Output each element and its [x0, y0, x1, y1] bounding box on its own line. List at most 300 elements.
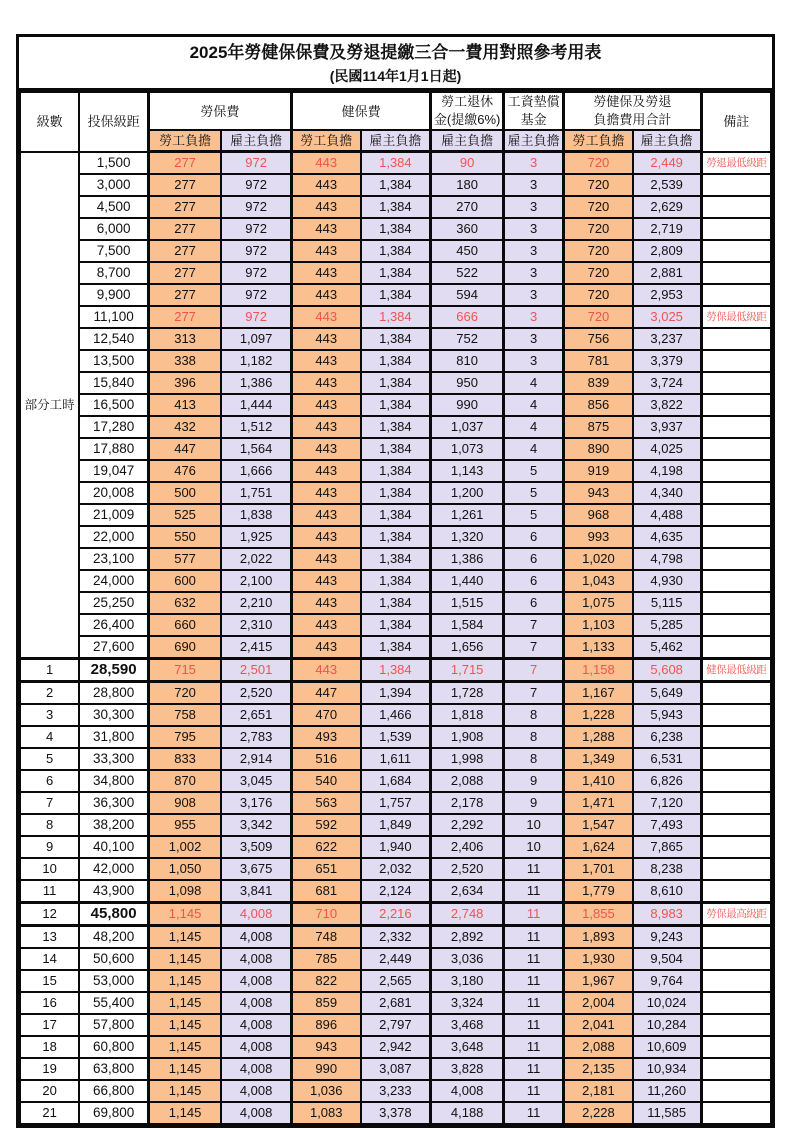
total-employee-cell: 1,967: [564, 970, 633, 992]
labor-employer-cell: 2,520: [221, 682, 291, 705]
fund-employer-cell: 11: [504, 970, 564, 992]
header-bracket: 投保級距: [79, 92, 148, 152]
remark-cell: [701, 770, 771, 792]
level-cell: 14: [20, 948, 79, 970]
table-row: [20, 1058, 771, 1080]
remark-cell: [701, 682, 771, 705]
table-row: [20, 682, 771, 705]
labor-employee-cell: 720: [148, 682, 221, 705]
remark-cell: [701, 858, 771, 880]
table-row: [20, 636, 771, 659]
health-employer-cell: 2,565: [361, 970, 431, 992]
table-row: [20, 526, 771, 548]
bracket-cell: 27,600: [79, 636, 148, 659]
bracket-cell: 28,590: [79, 659, 148, 682]
bracket-cell: 1,500: [79, 152, 148, 175]
level-cell: 11: [20, 880, 79, 903]
level-cell: 7: [20, 792, 79, 814]
health-employer-cell: 2,332: [361, 926, 431, 949]
pension-employer-cell: 3,828: [431, 1058, 504, 1080]
level-cell: 8: [20, 814, 79, 836]
labor-employer-cell: 3,675: [221, 858, 291, 880]
health-employee-cell: 748: [291, 926, 360, 949]
remark-cell: [701, 482, 771, 504]
labor-employee-cell: 500: [148, 482, 221, 504]
health-employer-cell: 1,384: [361, 394, 431, 416]
header-total-line1: 勞健保及勞退: [593, 94, 672, 109]
health-employee-cell: 990: [291, 1058, 360, 1080]
remark-cell: [701, 704, 771, 726]
table-row: [20, 903, 771, 926]
remark-cell: [701, 970, 771, 992]
table-row: [20, 880, 771, 903]
health-employer-cell: 1,684: [361, 770, 431, 792]
health-employer-cell: 1,384: [361, 196, 431, 218]
table-row: [20, 504, 771, 526]
pension-employer-cell: 2,748: [431, 903, 504, 926]
fund-employer-cell: 5: [504, 482, 564, 504]
table-row: [20, 836, 771, 858]
labor-employer-cell: 4,008: [221, 970, 291, 992]
labor-employee-cell: 277: [148, 152, 221, 175]
health-employer-cell: 1,384: [361, 636, 431, 659]
labor-employer-cell: 2,310: [221, 614, 291, 636]
bracket-cell: 36,300: [79, 792, 148, 814]
pension-employer-cell: 3,468: [431, 1014, 504, 1036]
remark-cell: [701, 880, 771, 903]
table-row: [20, 1036, 771, 1058]
health-employee-cell: 443: [291, 196, 360, 218]
level-cell: 2: [20, 682, 79, 705]
bracket-cell: 16,500: [79, 394, 148, 416]
health-employee-cell: 943: [291, 1036, 360, 1058]
pension-employer-cell: 2,088: [431, 770, 504, 792]
bracket-cell: 9,900: [79, 284, 148, 306]
health-employee-cell: 622: [291, 836, 360, 858]
bracket-cell: 21,009: [79, 504, 148, 526]
health-employee-cell: 443: [291, 306, 360, 328]
health-employee-cell: 443: [291, 284, 360, 306]
bracket-cell: 50,600: [79, 948, 148, 970]
total-employer-cell: 10,609: [633, 1036, 701, 1058]
remark-cell: [701, 240, 771, 262]
bracket-cell: 17,280: [79, 416, 148, 438]
header-level: 級數: [20, 92, 79, 152]
remark-cell: 健保最低級距: [701, 659, 771, 682]
total-employee-cell: 720: [564, 262, 633, 284]
remark-cell: [701, 814, 771, 836]
header-wage-fund-line2: 基金: [520, 112, 547, 127]
total-employer-cell: 3,724: [633, 372, 701, 394]
labor-employee-cell: 1,145: [148, 1080, 221, 1102]
total-employee-cell: 1,855: [564, 903, 633, 926]
remark-cell: [701, 526, 771, 548]
health-employer-cell: 1,384: [361, 218, 431, 240]
bracket-cell: 42,000: [79, 858, 148, 880]
labor-employee-cell: 550: [148, 526, 221, 548]
total-employer-cell: 4,340: [633, 482, 701, 504]
total-employer-cell: 3,237: [633, 328, 701, 350]
remark-cell: [701, 748, 771, 770]
fund-employer-cell: 7: [504, 614, 564, 636]
labor-employer-cell: 1,666: [221, 460, 291, 482]
labor-employee-cell: 870: [148, 770, 221, 792]
fund-employer-cell: 3: [504, 284, 564, 306]
total-employee-cell: 968: [564, 504, 633, 526]
labor-employer-cell: 3,342: [221, 814, 291, 836]
health-employer-cell: 1,384: [361, 284, 431, 306]
health-employee-cell: 443: [291, 460, 360, 482]
table-row: [20, 748, 771, 770]
remark-cell: [701, 614, 771, 636]
bracket-cell: 48,200: [79, 926, 148, 949]
table-row: [20, 1102, 771, 1124]
health-employee-cell: 443: [291, 592, 360, 614]
fund-employer-cell: 11: [504, 948, 564, 970]
bracket-cell: 55,400: [79, 992, 148, 1014]
table-row: [20, 460, 771, 482]
pension-employer-cell: 2,178: [431, 792, 504, 814]
labor-employee-cell: 277: [148, 174, 221, 196]
pension-employer-cell: 1,656: [431, 636, 504, 659]
subheader-total-employer: 雇主負擔: [633, 130, 701, 152]
level-cell: 19: [20, 1058, 79, 1080]
pension-employer-cell: 2,634: [431, 880, 504, 903]
total-employer-cell: 3,025: [633, 306, 701, 328]
page-subtitle: (民國114年1月1日起): [329, 68, 462, 84]
remark-cell: [701, 548, 771, 570]
pension-employer-cell: 3,324: [431, 992, 504, 1014]
fee-table-body: [20, 152, 771, 1125]
level-cell: 4: [20, 726, 79, 748]
labor-employer-cell: 1,564: [221, 438, 291, 460]
level-cell: 17: [20, 1014, 79, 1036]
fund-employer-cell: 6: [504, 526, 564, 548]
total-employee-cell: 756: [564, 328, 633, 350]
health-employee-cell: 443: [291, 482, 360, 504]
labor-employee-cell: 277: [148, 218, 221, 240]
level-cell: 5: [20, 748, 79, 770]
labor-employer-cell: 4,008: [221, 948, 291, 970]
pension-employer-cell: 3,180: [431, 970, 504, 992]
fund-employer-cell: 11: [504, 1014, 564, 1036]
health-employer-cell: 3,233: [361, 1080, 431, 1102]
remark-cell: [701, 1036, 771, 1058]
fund-employer-cell: 7: [504, 682, 564, 705]
bracket-cell: 38,200: [79, 814, 148, 836]
table-row: [20, 1014, 771, 1036]
table-row: [20, 1080, 771, 1102]
total-employee-cell: 1,103: [564, 614, 633, 636]
labor-employer-cell: 972: [221, 196, 291, 218]
labor-employer-cell: 1,751: [221, 482, 291, 504]
total-employer-cell: 3,379: [633, 350, 701, 372]
total-employer-cell: 4,198: [633, 460, 701, 482]
bracket-cell: 20,008: [79, 482, 148, 504]
level-cell: 1: [20, 659, 79, 682]
header-labor-insurance: 勞保費: [148, 92, 291, 130]
fund-employer-cell: 3: [504, 328, 564, 350]
total-employee-cell: 2,181: [564, 1080, 633, 1102]
total-employee-cell: 839: [564, 372, 633, 394]
table-row: [20, 152, 771, 175]
total-employer-cell: 2,881: [633, 262, 701, 284]
labor-employer-cell: 3,176: [221, 792, 291, 814]
bracket-cell: 63,800: [79, 1058, 148, 1080]
health-employee-cell: 443: [291, 659, 360, 682]
remark-cell: [701, 174, 771, 196]
fund-employer-cell: 3: [504, 218, 564, 240]
health-employee-cell: 859: [291, 992, 360, 1014]
pension-employer-cell: 3,036: [431, 948, 504, 970]
table-row: [20, 174, 771, 196]
labor-employee-cell: 1,145: [148, 948, 221, 970]
total-employee-cell: 2,041: [564, 1014, 633, 1036]
table-row: [20, 394, 771, 416]
health-employer-cell: 1,384: [361, 372, 431, 394]
labor-employee-cell: 277: [148, 240, 221, 262]
total-employee-cell: 1,020: [564, 548, 633, 570]
labor-employer-cell: 2,783: [221, 726, 291, 748]
table-row: [20, 482, 771, 504]
labor-employer-cell: 1,182: [221, 350, 291, 372]
table-row: [20, 970, 771, 992]
bracket-cell: 22,000: [79, 526, 148, 548]
labor-employee-cell: 413: [148, 394, 221, 416]
labor-employee-cell: 277: [148, 196, 221, 218]
bracket-cell: 15,840: [79, 372, 148, 394]
labor-employer-cell: 4,008: [221, 992, 291, 1014]
labor-employee-cell: 1,050: [148, 858, 221, 880]
pension-employer-cell: 1,584: [431, 614, 504, 636]
health-employee-cell: 443: [291, 614, 360, 636]
health-employer-cell: 1,384: [361, 526, 431, 548]
total-employer-cell: 10,024: [633, 992, 701, 1014]
labor-employee-cell: 795: [148, 726, 221, 748]
labor-employee-cell: 277: [148, 306, 221, 328]
labor-employer-cell: 2,651: [221, 704, 291, 726]
bracket-cell: 26,400: [79, 614, 148, 636]
health-employee-cell: 822: [291, 970, 360, 992]
total-employee-cell: 1,228: [564, 704, 633, 726]
fund-employer-cell: 11: [504, 1080, 564, 1102]
health-employer-cell: 1,384: [361, 592, 431, 614]
remark-cell: [701, 218, 771, 240]
pension-employer-cell: 1,515: [431, 592, 504, 614]
total-employee-cell: 875: [564, 416, 633, 438]
pension-employer-cell: 1,998: [431, 748, 504, 770]
total-employer-cell: 10,934: [633, 1058, 701, 1080]
health-employee-cell: 651: [291, 858, 360, 880]
total-employer-cell: 6,826: [633, 770, 701, 792]
labor-employee-cell: 432: [148, 416, 221, 438]
remark-cell: [701, 570, 771, 592]
header-wage-fund: [504, 92, 564, 130]
labor-employee-cell: 277: [148, 284, 221, 306]
table-row: [20, 948, 771, 970]
total-employee-cell: 1,701: [564, 858, 633, 880]
bracket-cell: 3,000: [79, 174, 148, 196]
pension-employer-cell: 1,200: [431, 482, 504, 504]
labor-employee-cell: 955: [148, 814, 221, 836]
health-employee-cell: 447: [291, 682, 360, 705]
total-employer-cell: 5,943: [633, 704, 701, 726]
table-row: [20, 814, 771, 836]
pension-employer-cell: 2,292: [431, 814, 504, 836]
health-employer-cell: 1,384: [361, 614, 431, 636]
health-employee-cell: 516: [291, 748, 360, 770]
total-employee-cell: 1,624: [564, 836, 633, 858]
labor-employer-cell: 4,008: [221, 903, 291, 926]
fund-employer-cell: 4: [504, 394, 564, 416]
health-employee-cell: 443: [291, 372, 360, 394]
header-group-row: [20, 92, 771, 130]
total-employer-cell: 11,585: [633, 1102, 701, 1124]
pension-employer-cell: 752: [431, 328, 504, 350]
total-employee-cell: 720: [564, 306, 633, 328]
health-employer-cell: 2,449: [361, 948, 431, 970]
labor-employee-cell: 600: [148, 570, 221, 592]
fund-employer-cell: 8: [504, 748, 564, 770]
bracket-cell: 25,250: [79, 592, 148, 614]
table-row: [20, 659, 771, 682]
remark-cell: [701, 262, 771, 284]
labor-employee-cell: 1,002: [148, 836, 221, 858]
remark-cell: 勞退最低級距: [701, 152, 771, 175]
pension-employer-cell: 810: [431, 350, 504, 372]
total-employee-cell: 1,471: [564, 792, 633, 814]
total-employee-cell: 2,004: [564, 992, 633, 1014]
remark-cell: [701, 504, 771, 526]
labor-employee-cell: 632: [148, 592, 221, 614]
remark-cell: [701, 1102, 771, 1124]
bracket-cell: 7,500: [79, 240, 148, 262]
pension-employer-cell: 270: [431, 196, 504, 218]
health-employer-cell: 1,384: [361, 262, 431, 284]
total-employer-cell: 5,649: [633, 682, 701, 705]
total-employee-cell: 1,893: [564, 926, 633, 949]
remark-cell: [701, 992, 771, 1014]
total-employer-cell: 7,493: [633, 814, 701, 836]
fund-employer-cell: 11: [504, 858, 564, 880]
health-employee-cell: 1,036: [291, 1080, 360, 1102]
labor-employee-cell: 908: [148, 792, 221, 814]
remark-cell: [701, 592, 771, 614]
health-employer-cell: 1,384: [361, 350, 431, 372]
table-row: [20, 350, 771, 372]
fund-employer-cell: 9: [504, 792, 564, 814]
bracket-cell: 60,800: [79, 1036, 148, 1058]
total-employee-cell: 720: [564, 152, 633, 175]
level-cell: 16: [20, 992, 79, 1014]
fund-employer-cell: 4: [504, 372, 564, 394]
total-employee-cell: 720: [564, 174, 633, 196]
level-cell: 21: [20, 1102, 79, 1124]
labor-employer-cell: 1,386: [221, 372, 291, 394]
total-employer-cell: 4,635: [633, 526, 701, 548]
bracket-cell: 45,800: [79, 903, 148, 926]
total-employer-cell: 11,260: [633, 1080, 701, 1102]
total-employee-cell: 919: [564, 460, 633, 482]
table-row: [20, 240, 771, 262]
labor-employee-cell: 313: [148, 328, 221, 350]
health-employer-cell: 1,384: [361, 152, 431, 175]
level-cell: 15: [20, 970, 79, 992]
health-employee-cell: 540: [291, 770, 360, 792]
subheader-fund-employer: 雇主負擔: [504, 130, 564, 152]
total-employer-cell: 2,539: [633, 174, 701, 196]
pension-employer-cell: 1,073: [431, 438, 504, 460]
health-employer-cell: 2,032: [361, 858, 431, 880]
health-employer-cell: 1,384: [361, 306, 431, 328]
fund-employer-cell: 3: [504, 262, 564, 284]
labor-employer-cell: 1,444: [221, 394, 291, 416]
total-employee-cell: 1,349: [564, 748, 633, 770]
pension-employer-cell: 90: [431, 152, 504, 175]
bracket-cell: 69,800: [79, 1102, 148, 1124]
total-employee-cell: 1,075: [564, 592, 633, 614]
table-row: [20, 328, 771, 350]
remark-cell: [701, 394, 771, 416]
labor-employee-cell: 1,098: [148, 880, 221, 903]
health-employer-cell: 1,384: [361, 659, 431, 682]
labor-employer-cell: 4,008: [221, 926, 291, 949]
header-total: [564, 92, 701, 130]
labor-employer-cell: 4,008: [221, 1102, 291, 1124]
total-employee-cell: 856: [564, 394, 633, 416]
health-employee-cell: 443: [291, 350, 360, 372]
remark-cell: 勞保最低級距: [701, 306, 771, 328]
health-employer-cell: 1,384: [361, 570, 431, 592]
health-employee-cell: 443: [291, 504, 360, 526]
health-employee-cell: 443: [291, 526, 360, 548]
health-employee-cell: 592: [291, 814, 360, 836]
labor-employee-cell: 577: [148, 548, 221, 570]
pension-employer-cell: 2,520: [431, 858, 504, 880]
remark-cell: [701, 438, 771, 460]
remark-cell: 勞保最高級距: [701, 903, 771, 926]
health-employer-cell: 1,757: [361, 792, 431, 814]
labor-employee-cell: 1,145: [148, 1036, 221, 1058]
bracket-cell: 57,800: [79, 1014, 148, 1036]
labor-employer-cell: 4,008: [221, 1036, 291, 1058]
health-employee-cell: 443: [291, 240, 360, 262]
fee-table: [19, 91, 772, 1125]
fund-employer-cell: 3: [504, 306, 564, 328]
remark-cell: [701, 350, 771, 372]
total-employer-cell: 4,025: [633, 438, 701, 460]
table-row: [20, 592, 771, 614]
fund-employer-cell: 3: [504, 350, 564, 372]
table-row: [20, 306, 771, 328]
remark-cell: [701, 284, 771, 306]
labor-employer-cell: 2,100: [221, 570, 291, 592]
health-employer-cell: 1,384: [361, 548, 431, 570]
labor-employer-cell: 3,045: [221, 770, 291, 792]
total-employee-cell: 720: [564, 218, 633, 240]
total-employee-cell: 1,043: [564, 570, 633, 592]
fund-employer-cell: 11: [504, 880, 564, 903]
pension-employer-cell: 1,386: [431, 548, 504, 570]
pension-employer-cell: 990: [431, 394, 504, 416]
health-employee-cell: 443: [291, 174, 360, 196]
header-health-insurance: 健保費: [291, 92, 430, 130]
table-row: [20, 992, 771, 1014]
total-employer-cell: 2,719: [633, 218, 701, 240]
level-cell-part-time: 部分工時: [20, 152, 79, 659]
fund-employer-cell: 6: [504, 548, 564, 570]
bracket-cell: 13,500: [79, 350, 148, 372]
